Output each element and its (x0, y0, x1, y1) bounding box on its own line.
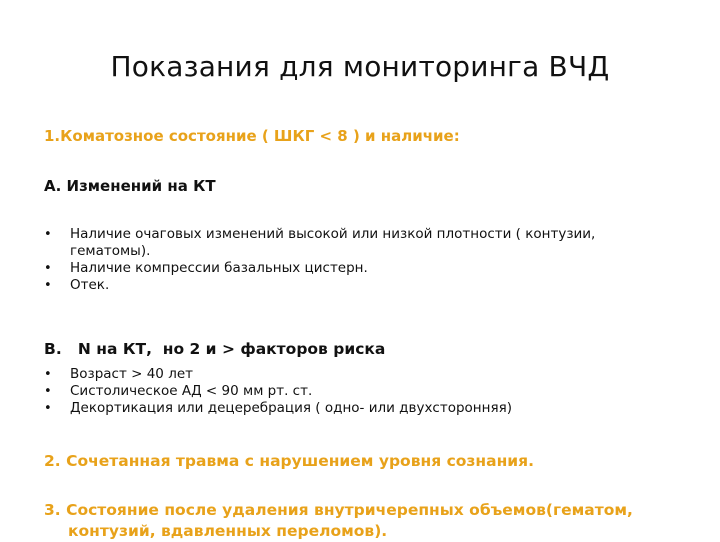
indication-3-line-1: 3. Состояние после удаления внутричерепных объемов(гематом, (44, 501, 633, 519)
bullet-icon: • (44, 227, 52, 242)
list-item (44, 400, 664, 417)
page-title: Показания для мониторинга ВЧД (110, 50, 610, 83)
list-item-text: Наличие компрессии базальных цистерн. (70, 260, 368, 276)
bullet-icon: • (44, 401, 52, 416)
bullet-icon: • (44, 261, 52, 276)
list-item-text: Систолическое АД < 90 мм рт. ст. (70, 383, 313, 399)
indication-1-heading: 1.Коматозное состояние ( ШКГ < 8 ) и наличие: (44, 127, 460, 145)
section-b-heading: В. N на КТ, но 2 и > факторов риска (44, 340, 386, 358)
list-item (44, 226, 664, 260)
indication-2-heading: 2. Сочетанная травма с нарушением уровня сознания. (44, 452, 534, 470)
list-item-text: Возраст > 40 лет (70, 366, 193, 382)
list-item (44, 366, 664, 383)
list-item (44, 383, 664, 400)
list-item-text: Декортикация или децеребрация ( одно- или двухсторонняя) (70, 400, 512, 416)
list-item (44, 260, 664, 277)
list-item-text: Наличие очаговых изменений высокой или низкой плотности ( контузии, гематомы). (70, 226, 596, 259)
list-item (44, 277, 664, 294)
bullet-icon: • (44, 278, 52, 293)
bullet-icon: • (44, 367, 52, 382)
bullet-icon: • (44, 384, 52, 399)
section-a-list (44, 226, 664, 294)
section-a-heading: А. Изменений на КТ (44, 177, 216, 195)
indication-3-heading (44, 500, 664, 542)
indication-3-line-2: контузий, вдавленных переломов). (68, 522, 388, 540)
section-b-list (44, 366, 664, 417)
list-item-text: Отек. (70, 277, 110, 293)
